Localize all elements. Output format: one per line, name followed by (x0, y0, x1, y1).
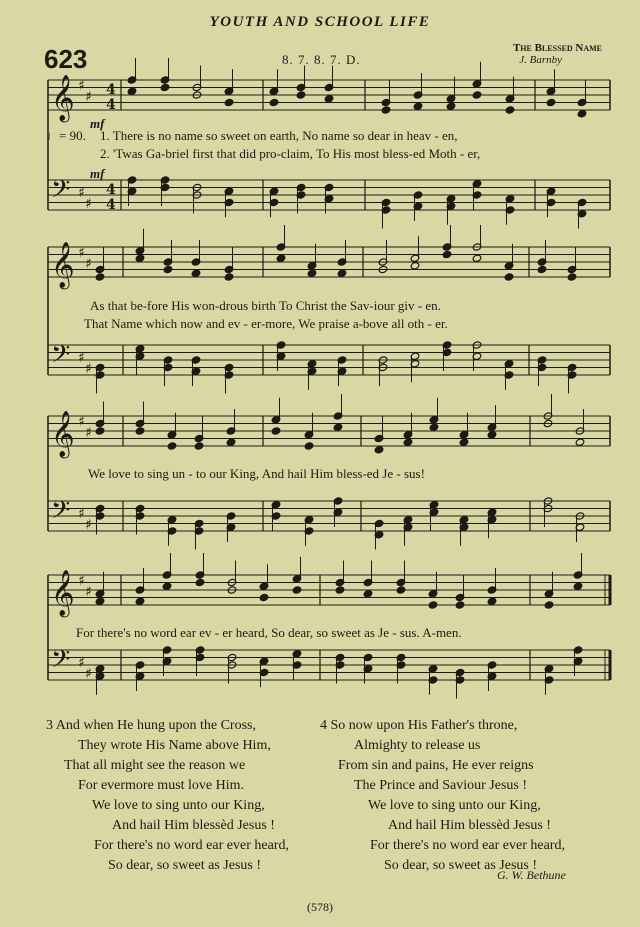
verse-block (46, 716, 289, 876)
quarter-note (335, 586, 345, 594)
quarter-note (455, 601, 465, 609)
verse-line: So dear, so sweet as Jesus ! (108, 858, 262, 873)
quarter-note (573, 582, 583, 590)
quarter-note (163, 265, 173, 273)
sharp-icon: ♯ (85, 666, 92, 682)
quarter-note (160, 83, 170, 91)
quarter-note (546, 98, 556, 106)
quarter-note (307, 269, 317, 277)
quarter-note (135, 427, 145, 435)
sharp-icon: ♯ (85, 89, 92, 105)
hymn-meter: 8. 7. 8. 7. D. (282, 52, 361, 67)
quarter-note (413, 102, 423, 110)
quarter-note (428, 601, 438, 609)
verse-line: We love to sing unto our King, (92, 798, 265, 813)
quarter-note (135, 597, 145, 605)
verse-line: They wrote His Name above Him, (78, 738, 271, 753)
quarter-note (544, 601, 554, 609)
quarter-note (259, 593, 269, 601)
time-signature: 4 (106, 82, 116, 98)
quarter-note (472, 91, 482, 99)
treble-clef: 𝄞 (51, 411, 75, 457)
verse-line: And hail Him blessèd Jesus ! (112, 818, 275, 833)
verse-line: For there's no word ear ever heard, (94, 838, 289, 853)
lyric-line: 2. 'Twas Ga-briel first that did pro-claim, To His most bless-ed Moth - er, (100, 146, 481, 161)
quarter-note (95, 597, 105, 605)
sharp-icon: ♯ (78, 185, 85, 201)
quarter-note (95, 273, 105, 281)
quarter-note (537, 265, 547, 273)
hymn-number: 623 (44, 44, 88, 74)
page-number: (578) (307, 900, 333, 914)
quarter-note (577, 110, 587, 118)
verse-line: So now upon His Father's throne, (330, 718, 518, 733)
quarter-note (374, 446, 384, 454)
quarter-note (403, 438, 413, 446)
verse-line: And when He hung upon the Cross, (55, 718, 256, 733)
half-note (472, 254, 482, 262)
quarter-note (224, 273, 234, 281)
sharp-icon: ♯ (78, 506, 85, 522)
quarter-note (429, 423, 439, 431)
sharp-icon: ♯ (85, 584, 92, 600)
verse-line: The Prince and Saviour Jesus ! (354, 778, 528, 793)
quarter-note (191, 269, 201, 277)
quarter-note (276, 254, 286, 262)
bass-clef: 𝄢 (51, 175, 71, 210)
quarter-note (269, 98, 279, 106)
author-credit: G. W. Bethune (497, 868, 566, 882)
verse-line: From sin and pains, He ever reigns (338, 758, 534, 773)
quarter-note (195, 578, 205, 586)
dynamic-marking: mf (90, 116, 105, 131)
treble-clef: 𝄞 (51, 242, 75, 288)
quarter-note (292, 586, 302, 594)
verse-line: For there's no word ear ever heard, (370, 838, 565, 853)
composer: J. Barnby (519, 54, 562, 66)
quarter-note (446, 102, 456, 110)
verse-line: So dear, so sweet as Jesus ! (384, 858, 538, 873)
lyric-line: For there's no word ear ev - er heard, So dear, so sweet as Je - sus. A-men. (76, 625, 462, 640)
quarter-note (337, 269, 347, 277)
sharp-icon: ♯ (85, 256, 92, 272)
lyric-line: We love to sing un - to our King, And hail Him bless-ed Je - sus! (88, 466, 425, 481)
quarter-note (459, 438, 469, 446)
half-note (410, 262, 420, 270)
verse-line: That all might see the reason we (64, 758, 246, 773)
quarter-note (162, 582, 172, 590)
verse-line: And hail Him blessèd Jesus ! (388, 818, 551, 833)
quarter-note (487, 597, 497, 605)
quarter-note (127, 87, 137, 95)
verse-line: Almighty to release us (354, 738, 481, 753)
dynamic-marking: mf (90, 166, 105, 181)
lyric-line: That Name which now and ev - er-more, We praise a-bove all oth - er. (84, 316, 448, 331)
quarter-note (226, 438, 236, 446)
lyric-line: 1. There is no name so sweet on earth, No name so dear in heav - en, (100, 128, 458, 143)
tune-name: The Blessed Name (512, 42, 602, 54)
sharp-icon: ♯ (85, 425, 92, 441)
time-signature: 4 (106, 182, 116, 198)
sharp-icon: ♯ (85, 517, 92, 533)
quarter-note (95, 427, 105, 435)
verse-line: We love to sing unto our King, (368, 798, 541, 813)
quarter-note (396, 586, 406, 594)
quarter-note (271, 427, 281, 435)
section-title: YOUTH AND SCHOOL LIFE (209, 14, 431, 30)
sharp-icon: ♯ (78, 573, 85, 589)
half-note (575, 438, 585, 446)
sharp-icon: ♯ (78, 350, 85, 366)
sharp-icon: ♯ (85, 361, 92, 377)
quarter-note (487, 431, 497, 439)
quarter-note (296, 91, 306, 99)
quarter-note (567, 273, 577, 281)
quarter-note (135, 254, 145, 262)
bass-clef: 𝄢 (51, 340, 71, 375)
treble-clef: 𝄞 (51, 75, 75, 121)
sharp-icon: ♯ (78, 78, 85, 94)
quarter-note (504, 273, 514, 281)
quarter-note (505, 106, 515, 114)
quarter-note (324, 95, 334, 103)
quarter-note (381, 106, 391, 114)
sharp-icon: ♯ (78, 414, 85, 430)
sharp-icon: ♯ (85, 196, 92, 212)
quarter-note (194, 442, 204, 450)
verse-line: For evermore must love Him. (78, 778, 245, 793)
verse-block (320, 716, 565, 876)
sharp-icon: ♯ (78, 655, 85, 671)
quarter-note (224, 98, 234, 106)
quarter-note (304, 442, 314, 450)
time-signature: 4 (106, 197, 116, 213)
time-signature: 4 (106, 97, 116, 113)
quarter-note (442, 250, 452, 258)
quarter-note (363, 590, 373, 598)
bass-clef: 𝄢 (51, 645, 71, 680)
quarter-note (167, 442, 177, 450)
bass-clef: 𝄢 (51, 496, 71, 531)
treble-clef: 𝄞 (51, 570, 75, 616)
sharp-icon: ♯ (78, 245, 85, 261)
tempo-marking: ♩= 90. (46, 128, 86, 143)
verse-number: 3 (46, 718, 53, 733)
verse-number: 4 (320, 718, 327, 733)
lyric-line: As that be-fore His won-drous birth To Christ the Sav-iour giv - en. (90, 298, 441, 313)
quarter-note (333, 423, 343, 431)
